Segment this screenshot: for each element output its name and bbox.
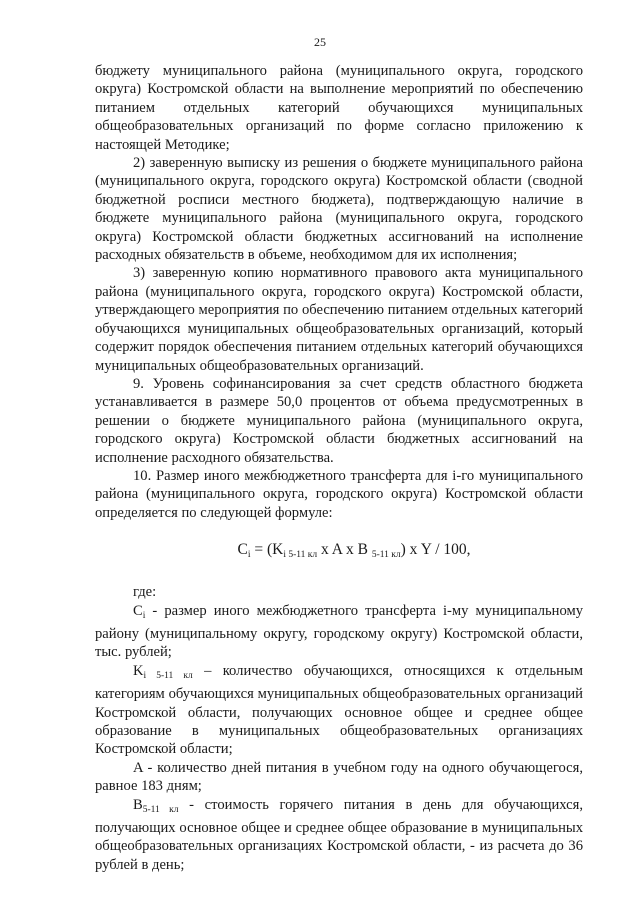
definition-subscript: 5-11 кл xyxy=(142,804,179,815)
definition-ki xyxy=(95,662,583,759)
document-body xyxy=(95,62,583,874)
formula-tail: ) x Y / 100, xyxy=(400,541,471,559)
definition-text: - размер иного межбюджетного трансферта i-му муниципальному району (муниципальному округу, городскому округу) Костромской области, тыс. рублей; xyxy=(95,602,583,661)
definition-symbol: C xyxy=(133,602,143,619)
paragraph-item-3: 3) заверенную копию нормативного правового акта муниципального района (муниципального округа, городского округа) Костромской области, утверждающего мероприятия по обеспечению питанием отдельных категорий обучающихся муниципальных общеобразовательных организаций, который содержит порядок обеспечения питанием отдельных категорий обучающихся муниципальных общеобразовательных организаций. xyxy=(95,265,583,374)
formula xyxy=(95,540,583,565)
formula-lhs-subscript: i xyxy=(247,550,251,561)
paragraph-item-2: 2) заверенную выписку из решения о бюджете муниципального района (муниципального округа, городского округа) Костромской области (сводной бюджетной росписи местного бюджета), подтверждающую наличие в бюджете муниципального района (муниципального округа, городского округа) Костромской области бюджетных ассигнований на исполнение расходных обязательств в объеме, необходимом для их исполнения; xyxy=(95,155,583,264)
definition-a xyxy=(95,759,583,796)
formula-lhs: C xyxy=(237,541,248,559)
definition-text: - количество дней питания в учебном году на одного обучающегося, равное 183 дням; xyxy=(95,759,583,795)
formula-b-subscript: 5-11 кл xyxy=(371,550,401,561)
page-number: 25 xyxy=(314,35,326,49)
definition-ci xyxy=(95,602,583,662)
definition-symbol: K xyxy=(133,662,144,679)
definition-b xyxy=(95,796,583,875)
definition-symbol: B xyxy=(133,796,143,813)
definition-symbol: A xyxy=(133,759,143,776)
definition-subscript: i 5-11 кл xyxy=(143,670,193,681)
definition-text: - стоимость горячего питания в день для обучающихся, получающих основное общее и среднее общее образование в муниципальных общеобразовательных организациях Костромской области, - из расчета до 36 рублей в день; xyxy=(95,796,583,873)
definition-text: – количество обучающихся, относящихся к отдельным категориям обучающихся муниципальных общеобразовательных организаций Костромской области, получающих основное общее и среднее общее образование в муниципальных общеобразовательных организациях Костромской области; xyxy=(95,662,583,758)
paragraph-clause-10: 10. Размер иного межбюджетного трансферта для i-го муниципального района (муниципального округа, городского округа) Костромской области определяется по следующей формуле: xyxy=(95,467,583,521)
paragraph-continuation: бюджету муниципального района (муниципального округа, городского округа) Костромской области на выполнение мероприятий по обеспечению питанием отдельных категорий обучающихся муниципальных общеобразовательных организаций по форме согласно приложению к настоящей Методике; xyxy=(95,63,583,153)
formula-mid: x A x B xyxy=(317,541,372,559)
definition-subscript: i xyxy=(142,610,146,621)
where-label: где: xyxy=(133,584,157,601)
formula-open: = (K xyxy=(250,541,284,559)
paragraph-clause-9: 9. Уровень софинансирования за счет средств областного бюджета устанавливается в размере 50,0 процентов от объема предусмотренных в решении о бюджете муниципального района (муниципального округа, городского округа) Костромской области бюджетных ассигнований на исполнение расходного обязательства. xyxy=(95,375,583,466)
formula-k-subscript: i 5-11 кл xyxy=(283,550,318,561)
